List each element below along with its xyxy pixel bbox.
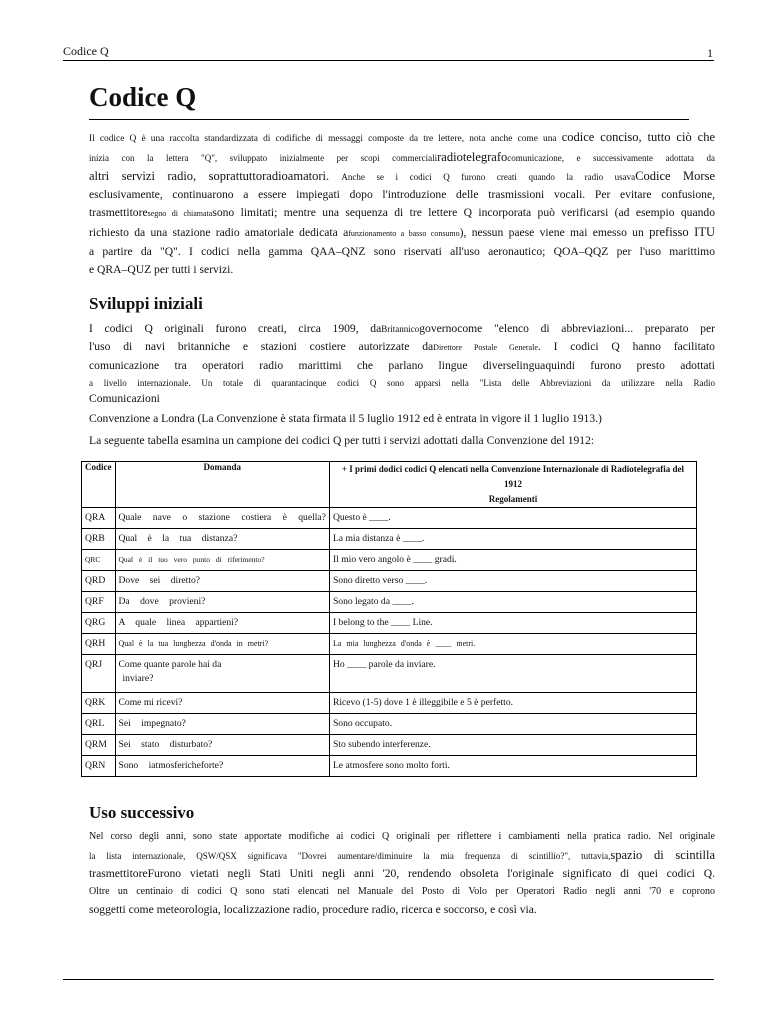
table-row: QRB Qual è la tua distanza? La mia distanza è ____. <box>82 529 697 550</box>
page-number: 1 <box>707 46 713 60</box>
page-title: Codice Q <box>89 82 197 112</box>
header-code: Codice <box>82 462 116 508</box>
intro-paragraph: Il codice Q è una raccolta standardizzata di codifiche di messaggi composte da tre lettere, nota anche come una codice conciso, tutto ciò che inizia con la lettera "Q", sviluppato inizialmente per scopi commercialiradiotelegrafocomunicazione, e successivamente adottata da altri servizi radio, soprattuttoradioamatori. Anche se i codici Q furono creati quando la radio usavaCodice Morse esclusivamente, continuarono a essere impiegati dopo l'introduzione delle trasmissioni vocali. Per evitare confusione, trasmettitoresegno di chiamatasono limitati; mentre una sequenza di tre lettere Q incorporata può verificarsi (ad esempio quando richiesto da una stazione radio amatoriale dedicata afunzionamento a basso consumo), nessun paese viene mai emesso un prefisso ITU a partire da "Q". I codici nella gamma QAA–QNZ sono riservati all'uso aeronautico; QOA–QQZ per l'uso marittimo e QRA–QUZ per tutti i servizi. <box>89 130 716 276</box>
table-intro-line: La seguente tabella esamina un campione dei codici Q per tutti i servizi adottati dalla Convenzione del 1912: <box>89 434 595 447</box>
running-header <box>63 44 714 61</box>
running-header-title: Codice Q <box>63 44 109 58</box>
q-codes-table <box>81 461 697 777</box>
title-rule <box>89 119 689 120</box>
section-title-uso-successivo: Uso successivo <box>89 803 195 822</box>
table-row: QRM Sei stato disturbato? Sto subendo interferenze. <box>82 735 697 756</box>
table-row: QRN Sono iatmosfericheforte? Le atmosfere sono molto forti. <box>82 756 697 777</box>
section-title-sviluppi-iniziali: Sviluppi iniziali <box>89 294 203 313</box>
header-answer: + I primi dodici codici Q elencati nella Convenzione Internazionale di Radiotelegrafia del 1912 Regolamenti <box>329 462 696 508</box>
sviluppi-paragraph: I codici Q originali furono creati, circa 1909, daBritannicogovernocome "elenco di abbreviazioni... preparato per l'uso di navi britanniche e stazioni costiere autorizzate daDirettore Postale Generale. I codici Q hanno facilitato comunicazione tra operatori radio marittimi che parlano lingue diverselinguaquindi furono presto adottati a livello internazionale. Un totale di quarantacinque codici Q sono apparsi nella "Lista delle Abbreviazioni da utilizzare nella Radio Comunicazioni <box>89 322 716 405</box>
table-row: QRA Quale nave o stazione costiera è quella? Questo è ____. <box>82 508 697 529</box>
table-row: QRH Qual è la tua lunghezza d'onda in metri? La mia lunghezza d'onda è ____ metri. <box>82 634 697 655</box>
table-row: QRG A quale linea appartieni? I belong to the ____ Line. <box>82 613 697 634</box>
table-row: QRF Da dove provieni? Sono legato da ____. <box>82 592 697 613</box>
uso-successivo-paragraph: Nel corso degli anni, sono state apportate modifiche ai codici Q originali per riflettere i cambiamenti nella pratica radio. Nel originale la lista internazionale, QSW/QSX significava "Dovrei aumentare/diminuire la mia frequenza di scintillio?", tuttavia,spazio di scintilla trasmettitoreFurono vietati negli Stati Uniti negli anni '20, rendendo obsoleta l'originale significato di quei codici Q. Oltre un centinaio di codici Q sono stati elencati nel Manuale del Posto di Volo per Operatori Radio negli anni '70 e coprono soggetti come meteorologia, localizzazione radio, procedure radio, ricerca e soccorso, e così via. <box>89 831 716 916</box>
table-row: QRL Sei impegnato? Sono occupato. <box>82 714 697 735</box>
table-row: QRJ Come quante parole hai da inviare? Ho ____ parole da inviare. <box>82 655 697 693</box>
table-header-row <box>82 462 697 508</box>
footer-rule <box>63 979 714 980</box>
convention-line: Convenzione a Londra (La Convenzione è stata firmata il 5 luglio 1912 ed è entrata in vigore il 1 luglio 1913.) <box>89 412 602 425</box>
table-row: QRC Qual è il tuo vero punto di riferimento? Il mio vero angolo è ____ gradi. <box>82 550 697 571</box>
header-question: Domanda <box>115 462 329 508</box>
table-row: QRD Dove sei diretto? Sono diretto verso ____. <box>82 571 697 592</box>
table-row: QRK Come mi ricevi? Ricevo (1-5) dove 1 è illeggibile e 5 è perfetto. <box>82 693 697 714</box>
